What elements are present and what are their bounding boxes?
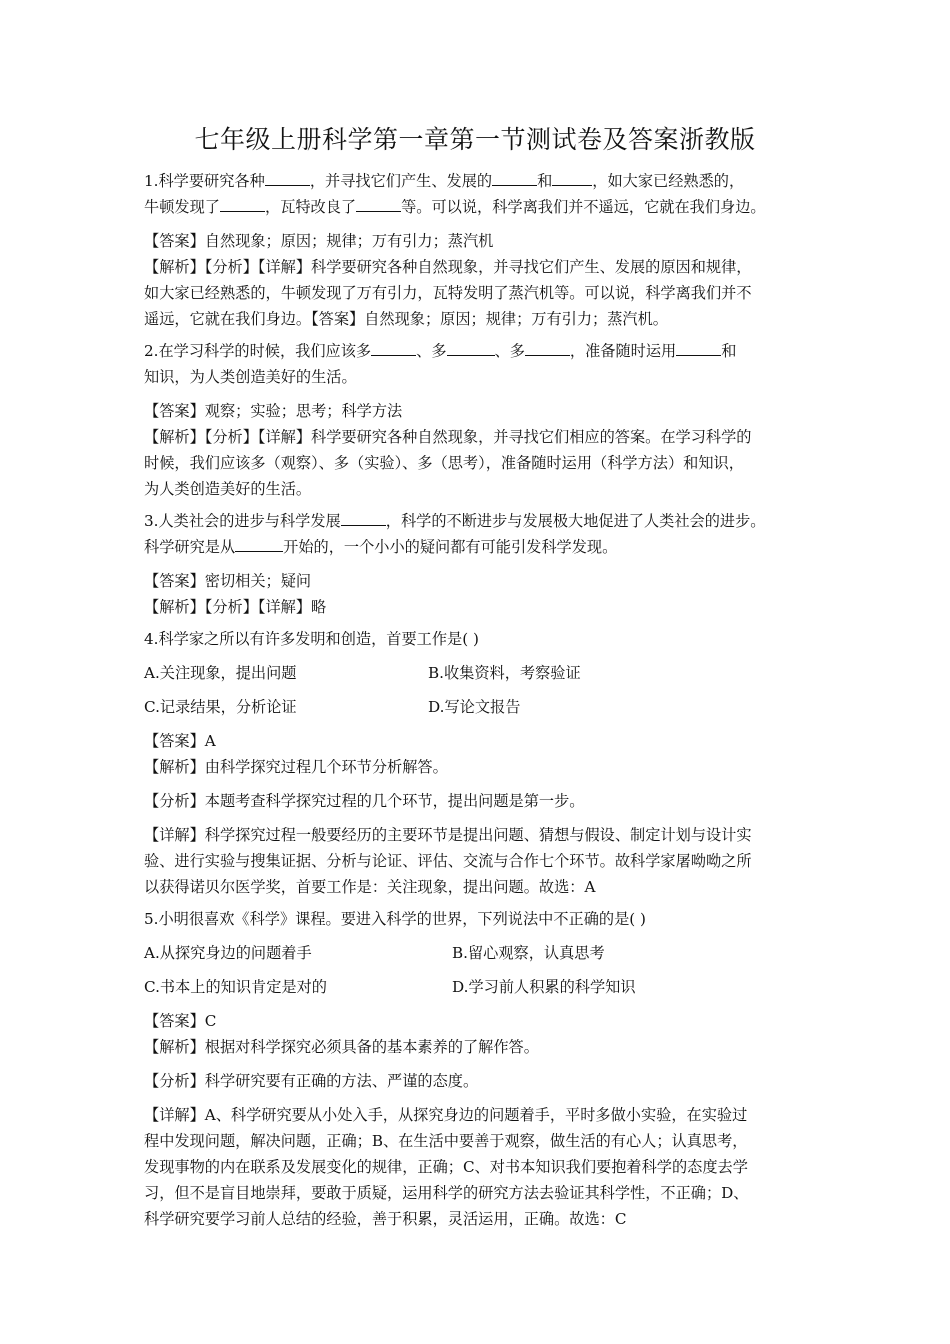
question-2 — [144, 338, 834, 502]
question-5 — [144, 906, 834, 1232]
option-c: C.书本上的知识肯定是对的 — [144, 978, 327, 996]
question-4-answer: 【答案】A — [144, 732, 216, 750]
option-a: A.关注现象，提出问题 — [144, 664, 297, 682]
q1-text-6: ，瓦特改良了 — [264, 198, 357, 216]
option-a: A.从探究身边的问题着手 — [144, 944, 312, 962]
answer-blank — [447, 341, 495, 356]
analysis-line: 时候，我们应该多（观察）、多（实验）、多（思考），准备随时运用（科学方法）和知识， — [144, 454, 744, 472]
q2-text-1: 2.在学习科学的时候，我们应该多 — [144, 342, 372, 360]
answer-blank — [552, 171, 592, 186]
page-title: 七年级上册科学第一章第一节测试卷及答案浙教版 — [194, 125, 756, 154]
question-4 — [144, 626, 834, 900]
question-4-options-row-2 — [144, 694, 834, 720]
analysis-line: 【解析】【分析】【详解】科学要研究各种自然现象，并寻找它们产生、发展的原因和规律， — [144, 258, 752, 276]
option-d: D.写论文报告 — [428, 698, 521, 716]
question-3-answer: 【答案】密切相关；疑问 — [144, 572, 312, 590]
xiangjie-line: 科学研究要学习前人总结的经验，善于积累，灵活运用，正确。故选：C — [144, 1210, 627, 1228]
q1-text-2: ，并寻找它们产生、发展的 — [309, 172, 493, 190]
question-5-fenxi: 【分析】科学研究要有正确的方法、严谨的态度。 — [144, 1072, 479, 1090]
q1-text-4: ，如大家已经熟悉的， — [592, 172, 745, 190]
q2-text-6: 知识，为人类创造美好的生活。 — [144, 368, 357, 386]
question-4-xiangjie — [144, 822, 834, 900]
document-body — [144, 168, 834, 1232]
xiangjie-line: 【详解】A、科学研究要从小处入手，从探究身边的问题着手，平时多做小实验，在实验过 — [144, 1106, 748, 1124]
answer-blank — [676, 341, 721, 356]
q2-text-3: 、多 — [494, 342, 525, 360]
q1-text-3: 和 — [537, 172, 553, 190]
q3-text-1: 3.人类社会的进步与科学发展 — [144, 512, 341, 530]
analysis-line: 【解析】【分析】【详解】科学要研究各种自然现象，并寻找它们相应的答案。在学习科学的 — [144, 428, 752, 446]
question-5-xiangjie — [144, 1102, 834, 1232]
question-3-stem — [144, 508, 834, 560]
question-1-analysis — [144, 254, 834, 332]
question-2-answer: 【答案】观察；实验；思考；科学方法 — [144, 402, 403, 420]
answer-blank — [371, 341, 416, 356]
xiangjie-line: 程中发现问题，解决问题，正确；B、在生活中要善于观察，做生活的有心人；认真思考， — [144, 1132, 748, 1150]
question-3 — [144, 508, 834, 620]
analysis-line: 为人类创造美好的生活。 — [144, 480, 312, 498]
q3-text-3: 科学研究是从 — [144, 538, 236, 556]
xiangjie-line: 以获得诺贝尔医学奖，首要工作是：关注现象，提出问题。故选：A — [144, 878, 596, 896]
xiangjie-line: 验、进行实验与搜集证据、分析与论证、评估、交流与合作七个环节。故科学家屠呦呦之所 — [144, 852, 752, 870]
question-2-analysis — [144, 424, 834, 502]
answer-blank — [220, 197, 265, 212]
xiangjie-line: 【详解】科学探究过程一般要经历的主要环节是提出问题、猜想与假设、制定计划与设计实 — [144, 826, 752, 844]
question-2-stem — [144, 338, 834, 390]
answer-blank — [525, 341, 570, 356]
question-5-answer: 【答案】C — [144, 1012, 217, 1030]
question-4-fenxi: 【分析】本题考查科学探究过程的几个环节，提出问题是第一步。 — [144, 792, 585, 810]
answer-blank — [235, 537, 283, 552]
q1-text-1: 1.科学要研究各种 — [144, 172, 265, 190]
question-5-stem: 5.小明很喜欢《科学》课程。要进入科学的世界，下列说法中不正确的是( ) — [144, 910, 646, 928]
answer-blank — [265, 171, 310, 186]
analysis-line: 遥远，它就在我们身边。【答案】自然现象；原因；规律；万有引力；蒸汽机。 — [144, 310, 668, 328]
question-3-analysis: 【解析】【分析】【详解】略 — [144, 598, 327, 616]
q2-text-2: 、多 — [416, 342, 447, 360]
q3-text-2: ，科学的不断进步与发展极大地促进了人类社会的进步。 — [385, 512, 766, 530]
option-b: B.收集资料，考察验证 — [428, 664, 581, 682]
q2-text-5: 和 — [721, 342, 737, 360]
question-1-answer: 【答案】自然现象；原因；规律；万有引力；蒸汽机 — [144, 232, 494, 250]
q3-text-4: 开始的，一个小小的疑问都有可能引发科学发现。 — [283, 538, 618, 556]
answer-blank — [492, 171, 537, 186]
q2-text-4: ，准备随时运用 — [569, 342, 677, 360]
q1-text-5: 牛顿发现了 — [144, 198, 220, 216]
question-4-options-row-1 — [144, 660, 834, 686]
question-1-stem — [144, 168, 834, 220]
analysis-line: 如大家已经熟悉的，牛顿发现了万有引力，瓦特发明了蒸汽机等。可以说，科学离我们并不 — [144, 284, 752, 302]
question-5-options-row-2 — [144, 974, 834, 1000]
option-c: C.记录结果，分析论证 — [144, 698, 297, 716]
option-b: B.留心观察，认真思考 — [452, 944, 605, 962]
question-1 — [144, 168, 834, 332]
question-5-jiexi: 【解析】根据对科学探究必须具备的基本素养的了解作答。 — [144, 1038, 539, 1056]
xiangjie-line: 发现事物的内在联系及发展变化的规律，正确；C、对书本知识我们要抱着科学的态度去学 — [144, 1158, 748, 1176]
question-5-options-row-1 — [144, 940, 834, 966]
question-4-jiexi: 【解析】由科学探究过程几个环节分析解答。 — [144, 758, 448, 776]
answer-blank — [341, 511, 386, 526]
option-d: D.学习前人积累的科学知识 — [452, 978, 636, 996]
q1-text-7: 等。可以说，科学离我们并不遥远，它就在我们身边。 — [401, 198, 766, 216]
question-4-stem: 4.科学家之所以有许多发明和创造，首要工作是( ) — [144, 630, 479, 648]
xiangjie-line: 习，但不是盲目地崇拜，要敢于质疑，运用科学的研究方法去验证其科学性，不正确；D、 — [144, 1184, 749, 1202]
answer-blank — [356, 197, 401, 212]
